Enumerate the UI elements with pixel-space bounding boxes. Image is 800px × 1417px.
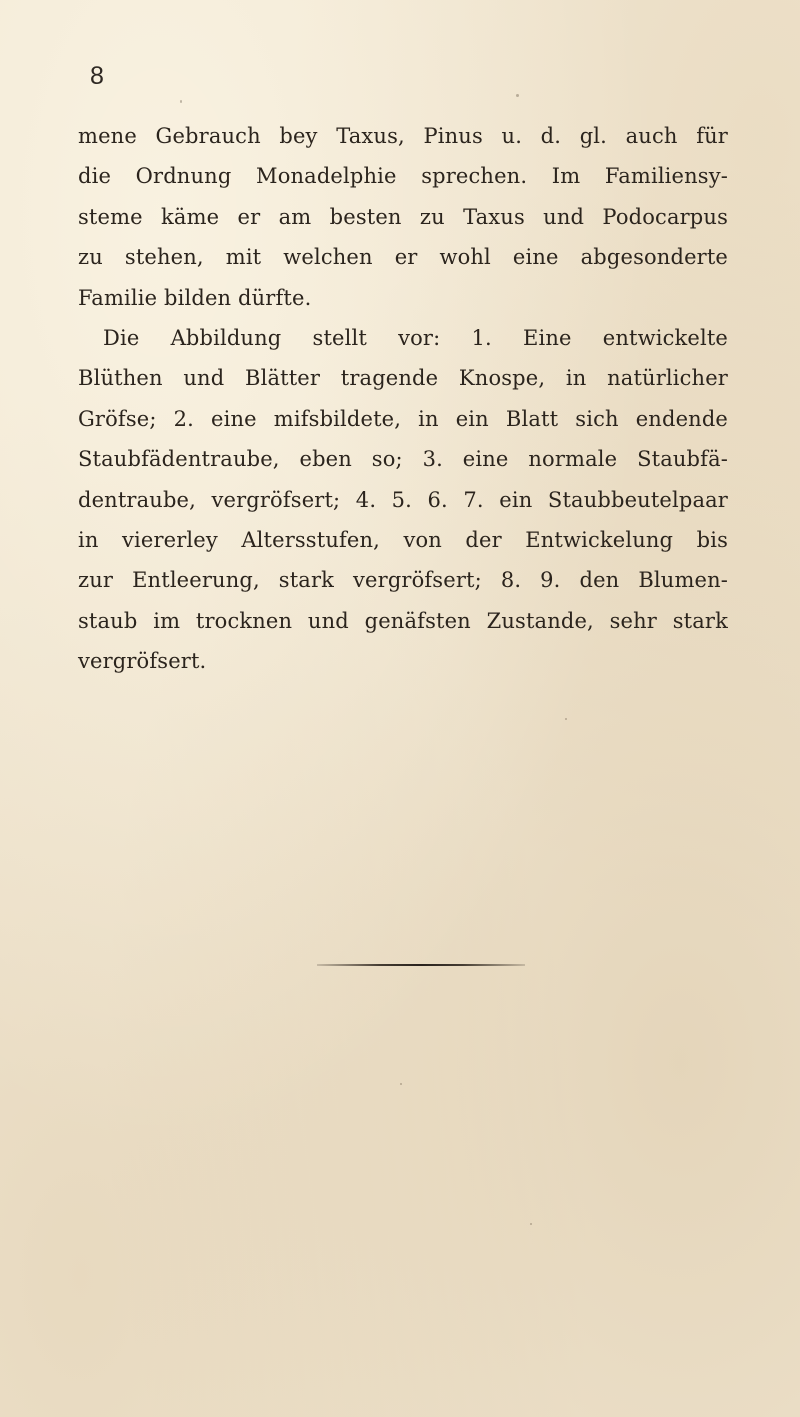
paper-speck <box>530 1223 532 1225</box>
text-line: zu stehen, mit welchen er wohl eine abgesonderte <box>78 245 728 270</box>
text-line: in viererley Altersstufen, von der Entwickelung bis <box>78 527 728 552</box>
paper-speck <box>400 1083 402 1085</box>
text-line: die Ordnung Monadelphie sprechen. Im Familiensy- <box>78 164 728 189</box>
page-number: 8 <box>90 62 104 90</box>
text-line: Staubfädentraube, eben so; 3. eine normale Staubfä- <box>78 447 728 472</box>
text-line: Familie bilden dürfte. <box>78 285 312 310</box>
text-line: Gröfse; 2. eine mifsbildete, in ein Blatt sich endende <box>78 406 728 431</box>
text-line: dentraube, vergröfsert; 4. 5. 6. 7. ein Staubbeutelpaar <box>78 487 728 512</box>
text-line: Blüthen und Blätter tragende Knospe, in natürlicher <box>78 366 728 391</box>
paper-speck <box>180 100 182 103</box>
body-text <box>78 116 728 681</box>
paper-speck <box>565 718 567 720</box>
text-line: Die Abbildung stellt vor: 1. Eine entwickelte <box>103 325 728 350</box>
text-line: vergröfsert. <box>78 649 207 674</box>
text-line: mene Gebrauch bey Taxus, Pinus u. d. gl. auch für <box>78 124 728 148</box>
section-divider <box>317 964 525 966</box>
text-line: zur Entleerung, stark vergröfsert; 8. 9. den Blumen- <box>78 568 728 593</box>
text-line: staub im trocknen und genäfsten Zustande, sehr stark <box>78 608 728 633</box>
paper-speck <box>516 94 519 97</box>
text-line: steme käme er am besten zu Taxus und Podocarpus <box>78 204 728 229</box>
